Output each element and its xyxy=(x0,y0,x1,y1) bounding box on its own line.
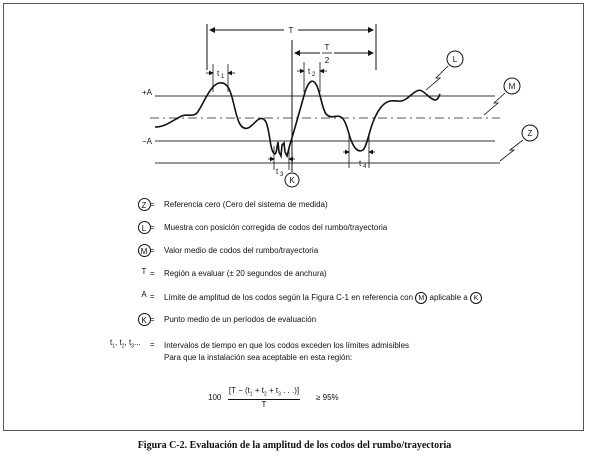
figure-page: +A −A T T 2 t 1 t 2 t 3 t 4 K L M Z Z = Referencia cero (Cero del sistema de medida) L = Muestra con posición corregida de codos del rumbo/trayectoria M = Valor medio de codos del rumbo/trayectoria T = Región a evaluar (± 20 segundos de anchura) A = Límite de amplitud de los codos según la Figura C-1 en referencia con M aplicable a K K = Punto medio de un períodos de evaluación $t_1$, $t_2$, $t_3$... = Intervalos de tiempo en que los codos exceden los límites admisibles Para que la instalación sea aceptable en esta región: 100 [$T - (t_1 + t_2 + t_3$ . . .)] T ≥ 95% Figura C-2. Evaluación de la amplitud de los codos del rumbo/trayectoria xyxy=(0,0,589,459)
legend-t-text: Región a evaluar (± 20 segundos de anchura) xyxy=(164,269,327,278)
interval-t1 xyxy=(206,64,235,92)
l-leader xyxy=(426,66,448,90)
intervals-symbol: $t_1$, $t_2$, $t_3$... xyxy=(110,338,141,350)
t2-sub: 2 xyxy=(312,72,316,78)
l-circle-label: L xyxy=(452,55,458,64)
legend-a-symbol: A xyxy=(141,290,147,299)
formula-denominator: T xyxy=(261,399,267,409)
t4-label: t xyxy=(359,159,362,168)
legend-z-text: Referencia cero (Cero del sistema de medida) xyxy=(164,200,328,209)
t3-sub: 3 xyxy=(280,172,284,178)
legend-a-text: Límite de amplitud de los codos según la Figura C-1 en referencia con xyxy=(164,293,414,303)
legend-a-ref-k: K xyxy=(470,292,482,304)
minus-a-label: −A xyxy=(142,137,153,146)
figure-caption: Figura C-2. Evaluación de la amplitud de los codos del rumbo/trayectoria xyxy=(137,440,452,451)
legend-k-text: Punto medio de un períodos de evaluación xyxy=(164,315,317,324)
t1-label: t xyxy=(217,69,220,78)
k-circle-label: K xyxy=(289,176,295,185)
intervals-line1: Intervalos de tiempo en que los codos exceden los límites admisibles xyxy=(164,341,410,350)
plus-a-label: +A xyxy=(142,88,153,97)
legend-a-mid: aplicable a xyxy=(429,293,468,303)
interval-t4 xyxy=(343,134,375,170)
t4-sub: 4 xyxy=(363,164,367,170)
formula-relation: ≥ 95% xyxy=(316,393,339,402)
z-leader xyxy=(500,140,523,161)
half-t-numerator: T xyxy=(324,43,330,52)
legend-a-ref-m: M xyxy=(415,292,427,304)
t3-label: t xyxy=(276,167,279,176)
z-circle-label: Z xyxy=(527,129,533,138)
t1-sub: 1 xyxy=(221,74,225,80)
legend-m-symbol: M xyxy=(138,244,151,257)
m-circle-label: M xyxy=(508,82,516,91)
legend-z-symbol: Z xyxy=(138,198,151,211)
intervals-line2: Para que la instalación sea aceptable en esta región: xyxy=(164,353,353,362)
legend-l-symbol: L xyxy=(138,221,151,234)
legend-m-text: Valor medio de codos del rumbo/trayectoria xyxy=(164,246,319,255)
t2-label: t xyxy=(308,67,311,76)
legend-l-text: Muestra con posición corregida de codos del rumbo/trayectoria xyxy=(164,223,388,232)
legend-k-symbol: K xyxy=(138,313,151,326)
half-t-denominator: 2 xyxy=(324,56,330,65)
formula-numerator: [$T - (t_1 + t_2 + t_3$ . . .)] xyxy=(228,386,300,398)
legend-t-symbol: T xyxy=(141,267,147,276)
formula-coef: 100 xyxy=(208,393,222,402)
t-dimension-label: T xyxy=(288,26,294,35)
